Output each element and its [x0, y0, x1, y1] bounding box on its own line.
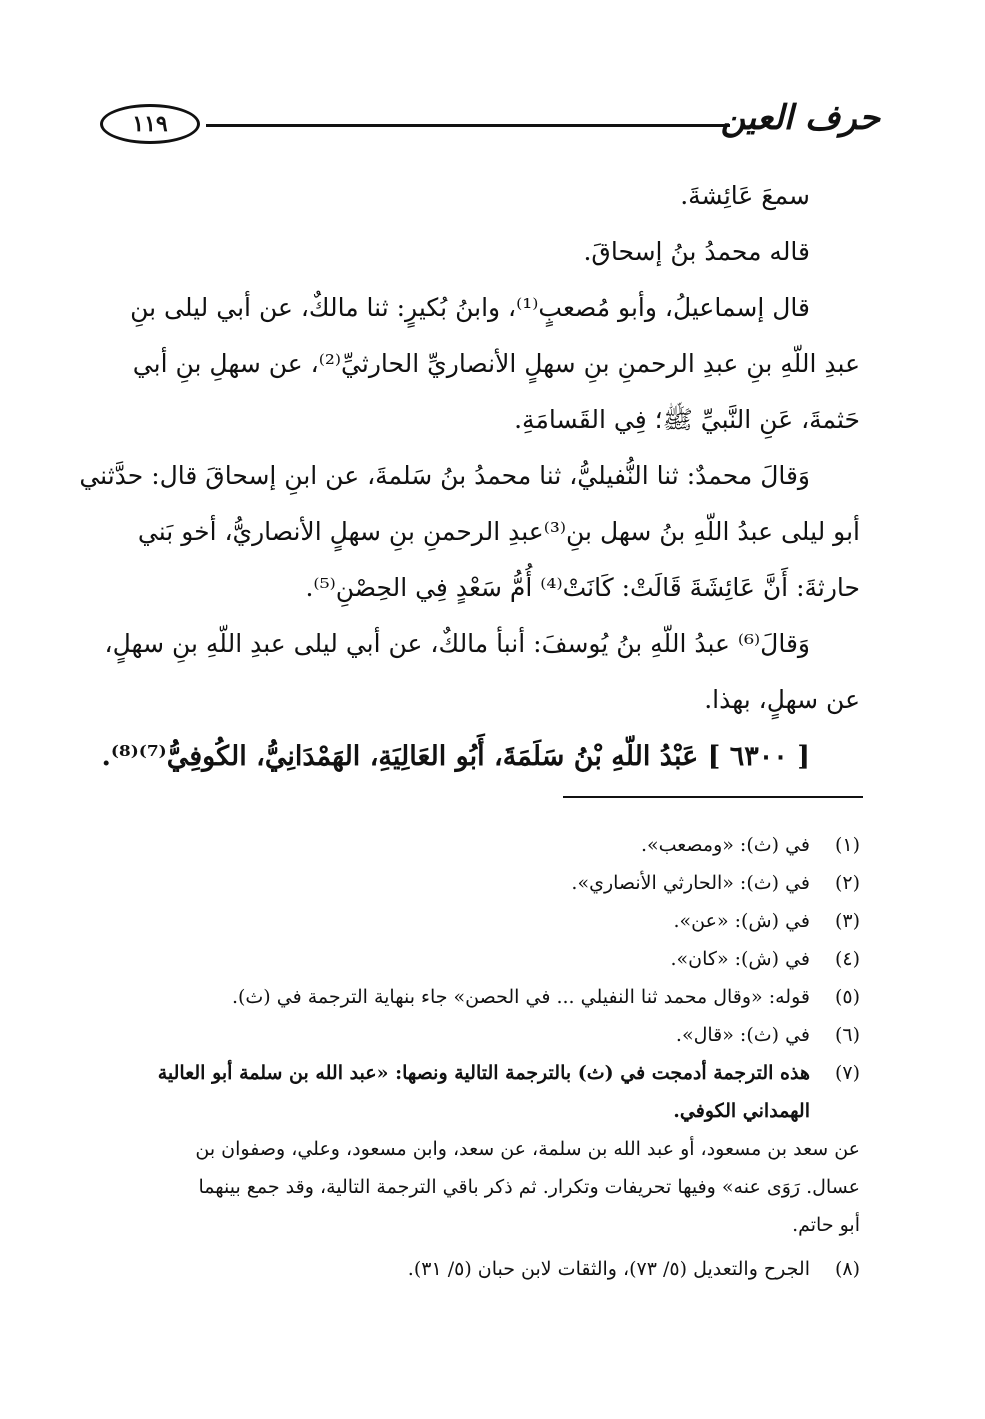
footnote-text: الجرح والتعديل (٥/ ٧٣)، والثقات لابن حبان (٥/ ٣١).: [407, 1258, 810, 1280]
page-number: ١١٩: [100, 104, 200, 144]
text-line: سمعَ عَائِشةَ.: [680, 181, 810, 210]
footnote: [120, 864, 860, 902]
text-line: قاله محمدُ بنُ إسحاقَ.: [583, 237, 810, 266]
entry-heading: [ ٦٣٠٠ ] عَبْدُ اللّهِ بْنُ سَلَمَةَ، أَبُو العَالِيَةِ، الهَمْدَانِيُّ، الكُوفِيُّ⁽⁷⁾⁽⁸⁾.: [101, 741, 810, 772]
footnote: [120, 826, 860, 864]
footnote-continuation: عن سعد بن مسعود، أو عبد الله بن سلمة، عن سعد، وابن مسعود، وعلي، وصفوان بن: [195, 1138, 860, 1160]
text-line: وَقالَ⁽⁶⁾ عبدُ اللّهِ بنُ يُوسفَ: أنبأ مالكٌ، عن أبي ليلى عبدِ اللّهِ بنِ سهلٍ،: [104, 629, 810, 658]
footnote: [120, 902, 860, 940]
text-line: وَقالَ محمدٌ: ثنا النُّفيليُّ، ثنا محمدُ بنُ سَلمةَ، عن ابنِ إسحاقَ قال: حدَّثني: [79, 461, 810, 490]
footnote-number: (٨): [834, 1258, 860, 1280]
text-line: أبو ليلى عبدُ اللّهِ بنُ سهل بنِ⁽³⁾عبدِ الرحمنِ بنِ سهلٍ الأنصاريُّ، أخو بَني: [137, 517, 860, 546]
footnote-text-part: الهمداني الكوفي.: [673, 1100, 810, 1122]
footnote-text: في (ث): «قال».: [675, 1024, 810, 1046]
text-line: عن سهلٍ، بهذا.: [704, 685, 860, 714]
footnote-number: (١): [834, 834, 860, 856]
chapter-title: حرف العين: [720, 98, 880, 138]
footnote-text-part: هذه الترجمة أدمجت في (ث) بالترجمة التالية ونصها: «عبد الله بن سلمة أبو العالية: [157, 1062, 810, 1084]
footnote-separator: [563, 796, 863, 798]
footnote-number: (٦): [834, 1024, 860, 1046]
footnote-number: (٣): [834, 910, 860, 932]
footnote-number: (٧): [834, 1062, 860, 1084]
page-header: [100, 92, 880, 152]
footnote: [120, 940, 860, 978]
footnote-text: في (ش): «عن».: [673, 910, 810, 932]
header-rule: [206, 124, 730, 127]
main-text: [79, 168, 860, 786]
text-line: حَثمةَ، عَنِ النَّبيِّ ﷺ؛ فِي القَسامَةِ.: [514, 405, 860, 434]
footnote: [120, 1250, 860, 1288]
footnote: [120, 1016, 860, 1054]
text-line: حارثةَ: أَنَّ عَائِشَةَ قَالَتْ: كَانَتْ⁽⁴⁾ أُمُّ سَعْدٍ فِي الحِصْنِ⁽⁵⁾.: [305, 573, 860, 602]
footnote-continuation: عسال. رَوَى عنه» وفيها تحريفات وتكرار. ثم ذكر باقي الترجمة التالية، وقد جمع بينهما: [198, 1176, 860, 1198]
footnote-continuation: أبو حاتم.: [792, 1214, 860, 1236]
footnote: [120, 978, 860, 1016]
footnote-number: (٥): [834, 986, 860, 1008]
footnote-text: في (ش): «كان».: [670, 948, 810, 970]
footnote-text: في (ث): «ومصعب».: [640, 834, 810, 856]
footnote-text: قوله: «وقال محمد ثنا النفيلي ... في الحصن» جاء بنهاية الترجمة في (ث).: [231, 986, 810, 1008]
footnotes: [120, 826, 860, 1288]
footnote-number: (٤): [834, 948, 860, 970]
footnote-text: [120, 1054, 810, 1130]
footnote: [120, 1054, 860, 1130]
footnote-number: (٢): [834, 872, 860, 894]
footnote-text: في (ث): «الحارثي الأنصاري».: [571, 872, 810, 894]
text-line: عبدِ اللّهِ بنِ عبدِ الرحمنِ بنِ سهلٍ الأنصاريِّ الحارثيِّ⁽²⁾، عن سهلِ بنِ أبي: [132, 349, 860, 378]
text-line: قال إسماعيلُ، وأبو مُصعبٍ⁽¹⁾، وابنُ بُكيرٍ: ثنا مالكٌ، عن أبي ليلى بنِ: [130, 293, 810, 322]
